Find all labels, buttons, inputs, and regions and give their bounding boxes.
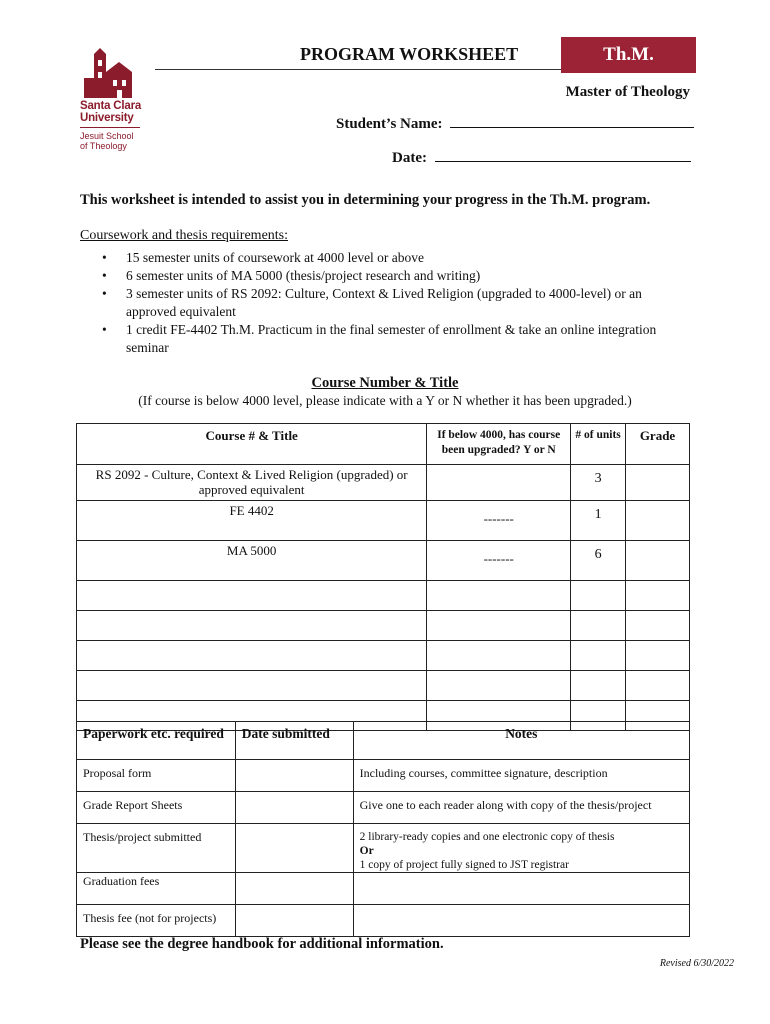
grade-cell[interactable] — [626, 671, 690, 701]
upgraded-cell[interactable] — [427, 581, 571, 611]
student-name-label: Student’s Name: — [336, 116, 443, 132]
units-cell[interactable]: 6 — [571, 541, 626, 581]
paperwork-table-header — [77, 722, 690, 760]
col-course-title: Course # & Title — [77, 424, 427, 465]
grade-cell[interactable] — [626, 641, 690, 671]
course-cell[interactable]: MA 5000 — [77, 541, 427, 581]
units-cell[interactable] — [571, 671, 626, 701]
title-rule — [155, 69, 561, 70]
table-row — [77, 465, 690, 501]
date-label: Date: — [392, 150, 427, 166]
paperwork-item: Thesis fee (not for projects) — [77, 905, 236, 937]
paperwork-item: Graduation fees — [77, 873, 236, 905]
requirements-heading: Coursework and thesis requirements: — [80, 228, 289, 243]
student-name-field — [336, 116, 694, 133]
table-row — [77, 641, 690, 671]
date-submitted-cell[interactable] — [235, 824, 353, 873]
note-line: 2 library-ready copies and one electronic copy of thesis — [359, 831, 615, 843]
table-row — [77, 792, 690, 824]
date-submitted-cell[interactable] — [235, 760, 353, 792]
requirement-item: • 6 semester units of MA 5000 (thesis/project research and writing) — [80, 267, 690, 285]
program-subtitle: Master of Theology — [565, 84, 690, 100]
date-submitted-cell[interactable] — [235, 873, 353, 905]
units-cell[interactable] — [571, 641, 626, 671]
col-paperwork: Paperwork etc. required — [77, 722, 236, 760]
program-badge: Th.M. — [561, 37, 696, 73]
units-cell[interactable]: 3 — [571, 465, 626, 501]
note-line: 1 copy of project fully signed to JST registrar — [359, 859, 569, 871]
units-cell[interactable]: 1 — [571, 501, 626, 541]
student-name-input[interactable] — [450, 126, 694, 128]
logo-line4: of Theology — [80, 141, 127, 151]
paperwork-item: Thesis/project submitted — [77, 824, 236, 873]
table-row — [77, 905, 690, 937]
grade-cell[interactable] — [626, 611, 690, 641]
date-submitted-cell[interactable] — [235, 905, 353, 937]
course-cell[interactable] — [77, 641, 427, 671]
upgraded-cell[interactable] — [427, 641, 571, 671]
paperwork-item: Grade Report Sheets — [77, 792, 236, 824]
note-line: Including courses, committee signature, description — [359, 766, 608, 780]
course-cell[interactable] — [77, 671, 427, 701]
upgraded-cell[interactable]: ------- — [427, 541, 571, 581]
date-submitted-cell[interactable] — [235, 792, 353, 824]
notes-cell — [353, 905, 689, 937]
table-row — [77, 760, 690, 792]
requirements-list — [80, 249, 690, 357]
university-logo — [80, 48, 150, 151]
intro-text: This worksheet is intended to assist you in determining your progress in the Th.M. program. — [80, 192, 651, 208]
upgraded-cell[interactable] — [427, 465, 571, 501]
units-cell[interactable] — [571, 581, 626, 611]
table-row — [77, 581, 690, 611]
course-cell[interactable]: FE 4402 — [77, 501, 427, 541]
logo-line3: Jesuit School — [80, 131, 134, 141]
paperwork-item: Proposal form — [77, 760, 236, 792]
footer-note: Please see the degree handbook for additional information. — [80, 936, 444, 952]
grade-cell[interactable] — [626, 465, 690, 501]
page-title: PROGRAM WORKSHEET — [300, 44, 519, 64]
table-row — [77, 611, 690, 641]
date-input[interactable] — [435, 160, 691, 162]
table-row — [77, 873, 690, 905]
units-cell[interactable] — [571, 611, 626, 641]
table-row — [77, 824, 690, 873]
course-table-header — [77, 424, 690, 465]
col-units: # of units — [571, 424, 626, 465]
course-section-heading: Course Number & Title — [311, 375, 459, 391]
logo-line2: University — [80, 112, 134, 124]
notes-cell — [353, 792, 689, 824]
notes-cell — [353, 824, 689, 873]
note-line: Give one to each reader along with copy of the thesis/project — [359, 798, 652, 812]
upgraded-cell[interactable] — [427, 671, 571, 701]
col-date-submitted: Date submitted — [235, 722, 353, 760]
mission-church-icon — [80, 48, 136, 100]
logo-divider — [80, 127, 140, 128]
upgraded-cell[interactable]: ------- — [427, 501, 571, 541]
table-row — [77, 501, 690, 541]
table-row — [77, 541, 690, 581]
col-upgraded: If below 4000, has course been upgraded? Y or N — [427, 424, 571, 465]
requirement-item: • 3 semester units of RS 2092: Culture, Context & Lived Religion (upgraded to 4000-level) or an approved equivalent — [80, 285, 690, 321]
requirement-item: • 15 semester units of coursework at 4000 level or above — [80, 249, 690, 267]
grade-cell[interactable] — [626, 581, 690, 611]
notes-cell — [353, 760, 689, 792]
note-line: Or — [359, 845, 374, 857]
logo-line1: Santa Clara — [80, 100, 142, 112]
course-table — [76, 423, 690, 731]
requirement-item: • 1 credit FE-4402 Th.M. Practicum in the final semester of enrollment & take an online integration seminar — [80, 321, 690, 357]
col-grade: Grade — [626, 424, 690, 465]
notes-cell — [353, 873, 689, 905]
grade-cell[interactable] — [626, 501, 690, 541]
col-notes: Notes — [353, 722, 689, 760]
upgraded-cell[interactable] — [427, 611, 571, 641]
grade-cell[interactable] — [626, 541, 690, 581]
table-row — [77, 671, 690, 701]
course-cell[interactable] — [77, 581, 427, 611]
date-field — [392, 150, 691, 167]
course-cell[interactable]: RS 2092 - Culture, Context & Lived Religion (upgraded) or approved equivalent — [77, 465, 427, 501]
paperwork-table — [76, 721, 690, 937]
course-cell[interactable] — [77, 611, 427, 641]
revised-date: Revised 6/30/2022 — [659, 958, 734, 969]
course-section-note: (If course is below 4000 level, please indicate with a Y or N whether it has been upgraded.) — [138, 393, 632, 408]
